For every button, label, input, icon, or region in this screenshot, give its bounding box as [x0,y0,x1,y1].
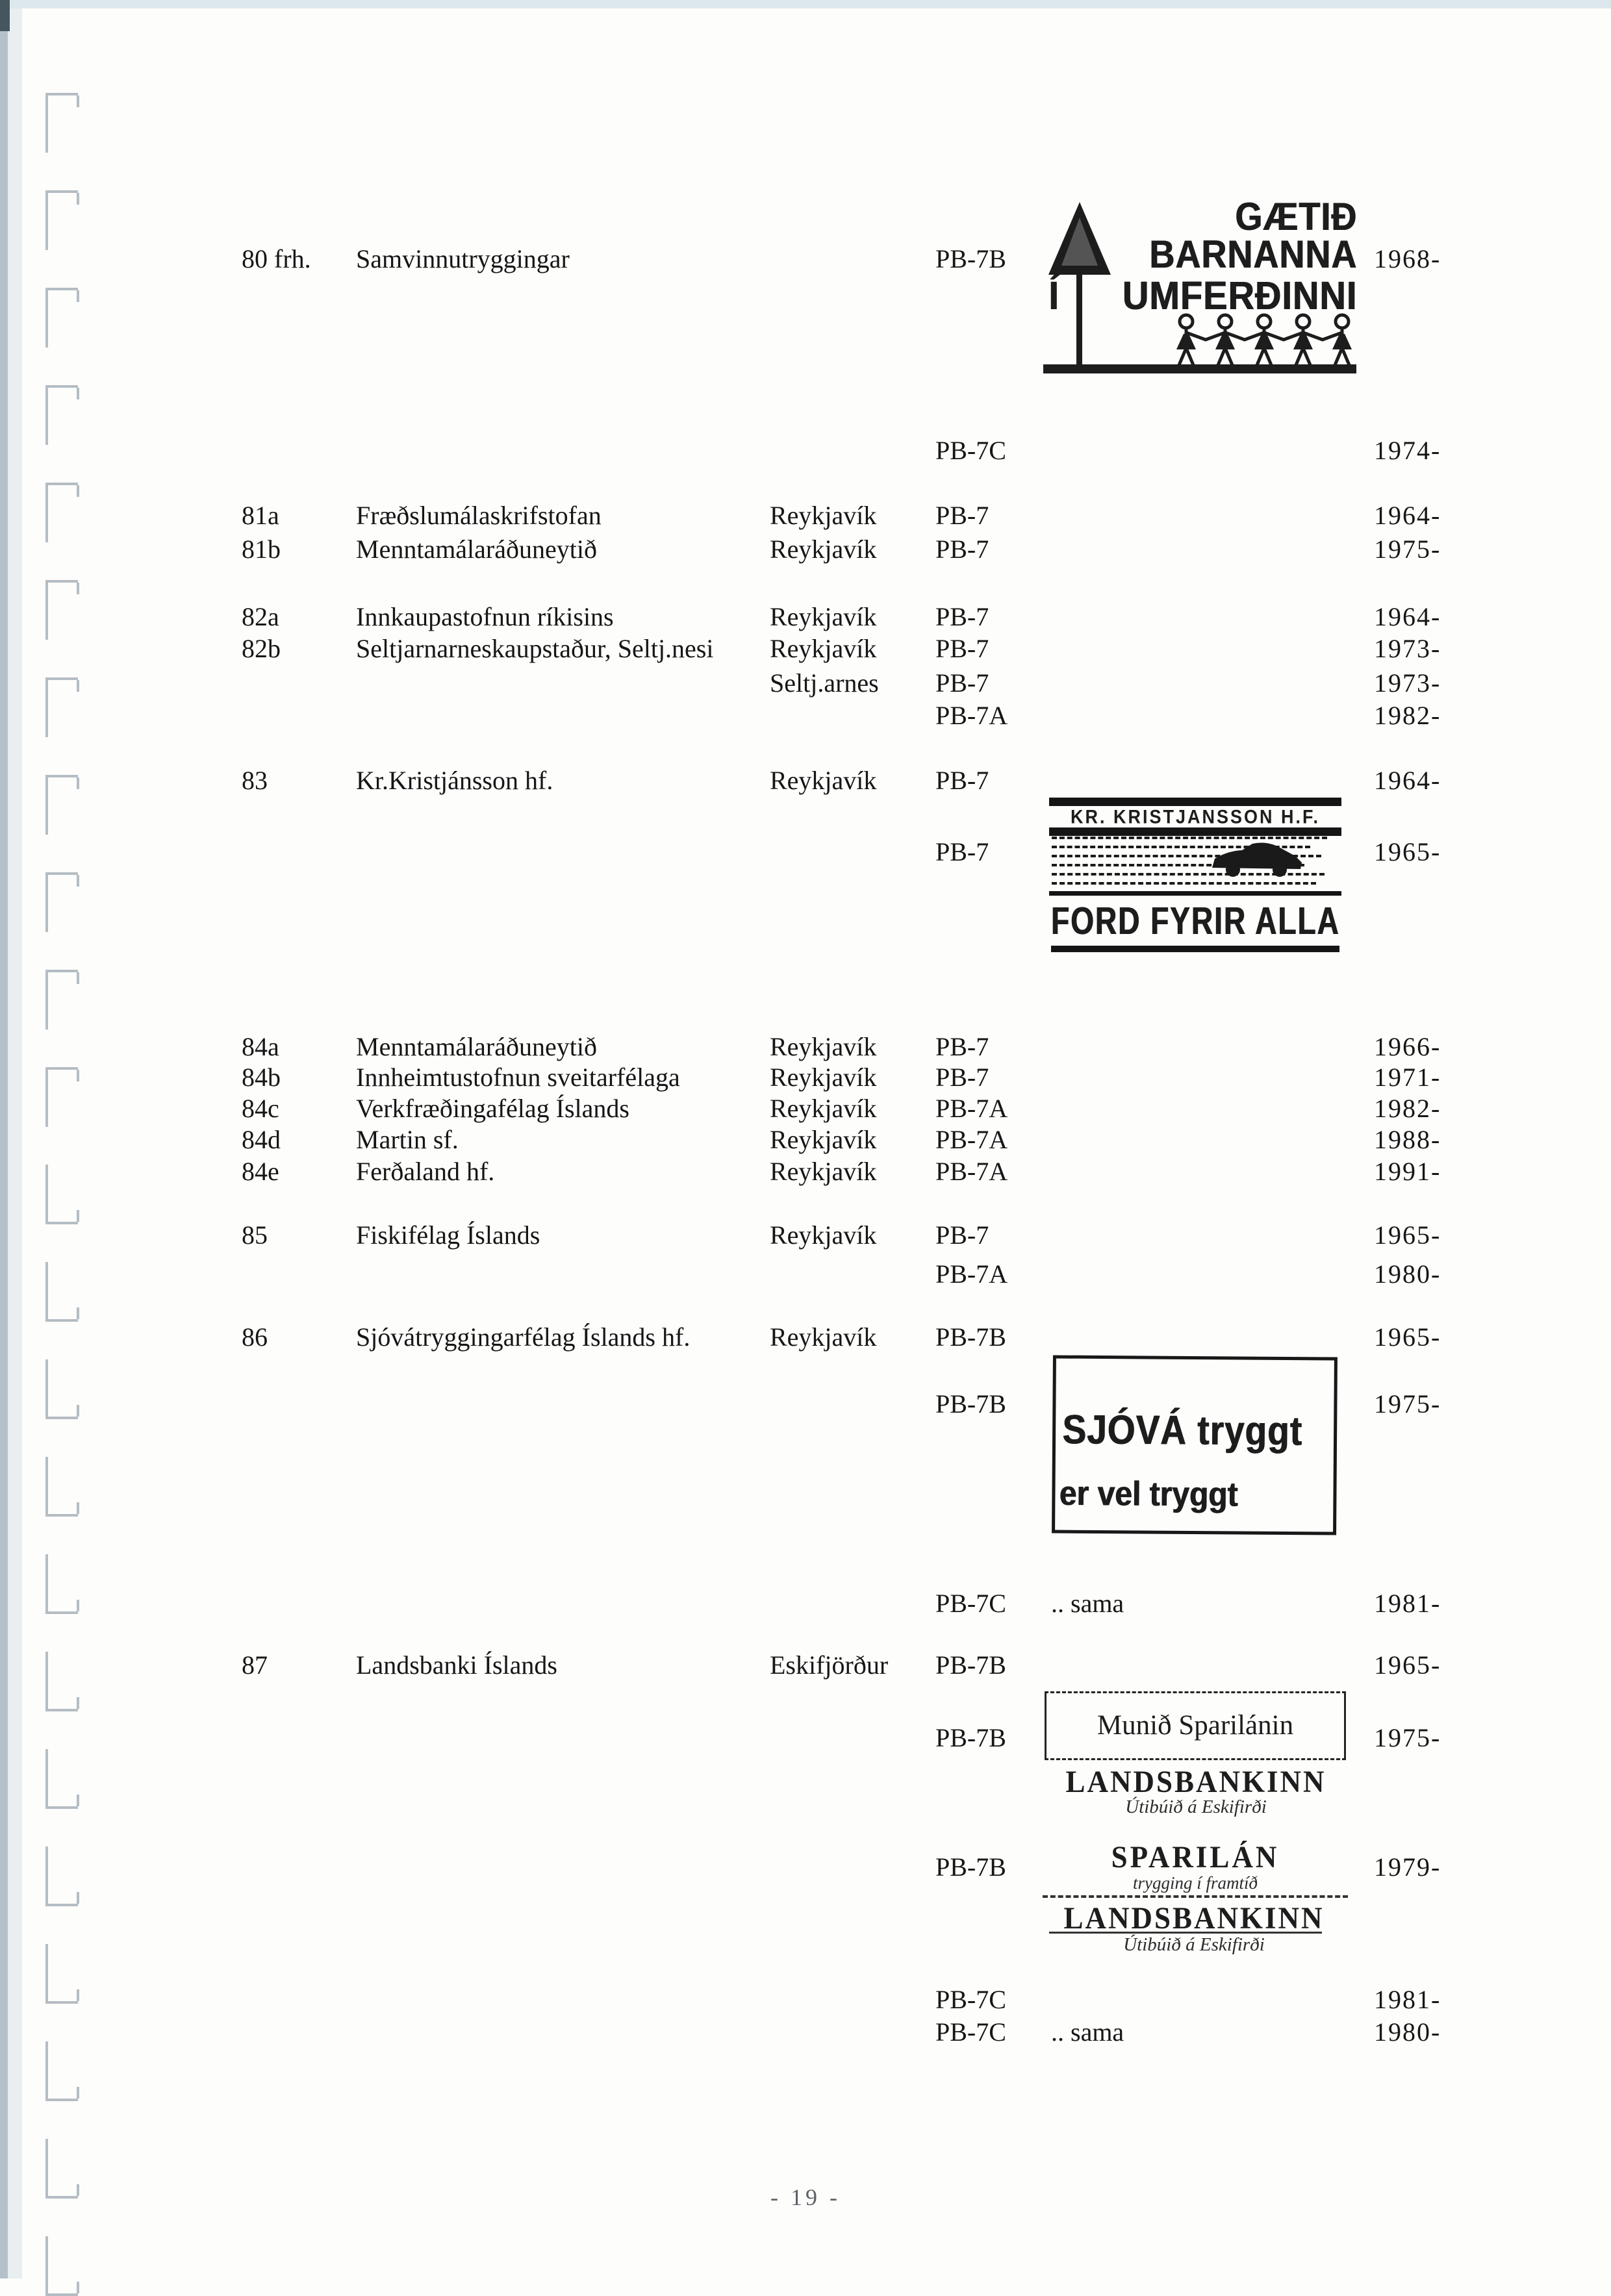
cell-year: 1991- [1374,1157,1441,1186]
cell-type: PB-7 [935,501,989,530]
stamp-text-line: BARNANNA [1149,233,1357,277]
page-number: - 19 - [770,2184,841,2210]
scan-edge-top [0,0,1611,8]
cell-type: PB-7A [935,701,1008,730]
cell-note: .. sama [1051,2017,1124,2047]
cell-name: Menntamálaráðuneytið [356,1032,597,1061]
cell-type: PB-7C [935,1589,1006,1618]
cell-year: 1975- [1374,535,1441,564]
traffic-safety-stamp [1039,192,1361,383]
cell-id: 87 [242,1650,268,1680]
stamp-branch-name: Útibúið á Eskifirði [1123,1934,1265,1955]
landsbankinn-sparilan-stamp [1045,1687,1347,1821]
stamp-bar [1049,891,1341,896]
stamp-rule [1049,1932,1322,1934]
table-row [0,1852,1611,1883]
cell-year: 1965- [1374,1650,1441,1680]
sjova-slogan-stamp [1052,1355,1338,1535]
cell-id: 84d [242,1125,281,1154]
table-row [0,1062,1611,1093]
cell-year: 1981- [1374,1985,1441,2014]
cell-year: 1966- [1374,1032,1441,1061]
cell-type: PB-7 [935,1220,989,1250]
stamp-text-line: er vel tryggt [1059,1474,1238,1514]
stamp-bank-name: LANDSBANKINN [1063,1901,1325,1936]
cell-name: Fiskifélag Íslands [356,1220,540,1250]
cell-name: Sjóvátryggingarfélag Íslands hf. [356,1322,691,1352]
cell-year: 1968- [1374,244,1441,273]
cell-year: 1965- [1374,837,1441,866]
cell-place: Reykjavík [770,1094,877,1123]
cell-type: PB-7B [935,1389,1006,1419]
cell-year: 1965- [1374,1322,1441,1352]
binder-hole-mark [45,2236,78,2296]
table-row [0,700,1611,731]
cell-place: Reykjavík [770,501,877,530]
cell-type: PB-7B [935,1852,1006,1882]
cell-id: 80 frh. [242,244,311,273]
cell-name: Martin sf. [356,1125,459,1154]
cell-place: Reykjavík [770,1125,877,1154]
binder-hole-mark [45,93,78,153]
cell-year: 1982- [1374,701,1441,730]
cell-name: Ferðaland hf. [356,1157,495,1186]
cell-year: 1964- [1374,766,1441,795]
stamp-text-line: SJÓVÁ tryggt [1061,1406,1302,1454]
cell-place: Reykjavík [770,1322,877,1352]
cell-year: 1980- [1374,2017,1441,2047]
cell-type: PB-7B [935,1723,1006,1752]
cell-id: 84c [242,1094,279,1123]
table-row [0,1722,1611,1754]
table-row [0,1588,1611,1619]
table-row [0,837,1611,868]
stamp-slogan: FORD FYRIR ALLA [1050,898,1340,942]
stamp-branch-name: Útibúið á Eskifirði [1125,1797,1267,1817]
cell-year: 1973- [1374,668,1441,698]
cell-type: PB-7A [935,1259,1008,1289]
cell-year: 1964- [1374,501,1441,530]
cell-type: PB-7B [935,244,1006,273]
binder-hole-mark [45,190,78,250]
cell-name: Landsbanki Íslands [356,1650,557,1680]
table-row [0,1389,1611,1420]
cell-place: Eskifjörður [770,1650,889,1680]
stamp-header: KR. KRISTJANSSON H.F. [1070,806,1321,828]
binder-hole-mark [45,970,78,1029]
table-row [0,435,1611,466]
cell-year: 1974- [1374,436,1441,465]
binder-hole-mark [45,1457,78,1517]
cell-year: 1973- [1374,634,1441,663]
cell-type: PB-7 [935,602,989,631]
cell-year: 1988- [1374,1125,1441,1154]
cell-place: Reykjavík [770,1032,877,1061]
cell-year: 1979- [1374,1852,1441,1882]
landsbankinn-sparilan-stamp-2 [1043,1839,1348,1956]
table-row [0,1156,1611,1187]
cell-type: PB-7C [935,436,1006,465]
table-row [0,1650,1611,1681]
cell-place: Reykjavík [770,535,877,564]
cell-type: PB-7 [935,634,989,663]
stamp-subtitle: trygging í framtíð [1132,1873,1258,1893]
cell-place: Seltj.arnes [770,668,879,698]
table-row [0,1124,1611,1155]
cell-type: PB-7B [935,1322,1006,1352]
cell-type: PB-7A [935,1157,1008,1186]
cell-type: PB-7 [935,1032,989,1061]
binder-hole-mark [45,872,78,932]
cell-name: Verkfræðingafélag Íslands [356,1094,629,1123]
car-icon [1208,840,1306,878]
cell-type: PB-7A [935,1125,1008,1154]
cell-place: Reykjavík [770,634,877,663]
cell-type: PB-7 [935,668,989,698]
cell-year: 1975- [1374,1389,1441,1419]
scan-corner-mark [0,0,10,31]
cell-type: PB-7C [935,1985,1006,2014]
cell-year: 1971- [1374,1063,1441,1092]
cell-place: Reykjavík [770,1220,877,1250]
stamp-dashed-rule [1043,1895,1348,1898]
cell-note: .. sama [1051,1589,1124,1618]
cell-name: Innheimtustofnun sveitarfélaga [356,1063,680,1092]
cell-id: 82a [242,602,279,631]
table-row [0,1259,1611,1290]
table-row [0,1984,1611,2015]
table-row [0,765,1611,796]
cell-place: Reykjavík [770,1063,877,1092]
cell-id: 86 [242,1322,268,1352]
cell-type: PB-7 [935,1063,989,1092]
cell-year: 1964- [1374,602,1441,631]
cell-id: 83 [242,766,268,795]
cell-type: PB-7B [935,1650,1006,1680]
cell-year: 1975- [1374,1723,1441,1752]
cell-type: PB-7A [935,1094,1008,1123]
cell-name: Innkaupastofnun ríkisins [356,602,614,631]
cell-type: PB-7 [935,766,989,795]
cell-name: Fræðslumálaskrifstofan [356,501,602,530]
cell-place: Reykjavík [770,602,877,631]
stamp-bank-name: LANDSBANKINN [1065,1765,1326,1799]
cell-id: 84e [242,1157,279,1186]
binder-hole-mark [45,1749,78,1809]
children-holding-hands-icon [1167,312,1358,367]
binder-hole-mark [45,2041,78,2101]
stamp-title: SPARILÁN [1111,1840,1280,1874]
cell-id: 82b [242,634,281,663]
table-row [0,534,1611,565]
cell-id: 81b [242,535,281,564]
cell-year: 1981- [1374,1589,1441,1618]
stamp-baseline [1043,364,1356,373]
table-row [0,601,1611,633]
cell-name: Menntamálaráðuneytið [356,535,597,564]
stamp-text-umferdinni: UMFERÐINNI [1122,273,1357,318]
cell-id: 84b [242,1063,281,1092]
cell-year: 1965- [1374,1220,1441,1250]
binder-hole-mark [45,2139,78,2199]
cell-year: 1980- [1374,1259,1441,1289]
ford-dealer-stamp [1049,798,1341,957]
cell-type: PB-7 [935,535,989,564]
cell-name: Seltjarnarneskaupstaður, Seltj.nesi [356,634,714,663]
stamp-text-line: GÆTIÐ [1235,195,1357,239]
table-row [0,244,1611,275]
table-row [0,1220,1611,1251]
table-row [0,1322,1611,1353]
cell-year: 1982- [1374,1094,1441,1123]
cell-type: PB-7C [935,2017,1006,2047]
table-row [0,1031,1611,1063]
cell-place: Reykjavík [770,1157,877,1186]
table-row [0,668,1611,699]
cell-id: 85 [242,1220,268,1250]
cell-name: Samvinnutryggingar [356,244,570,273]
table-row [0,500,1611,531]
stamp-text-line [1048,272,1357,319]
cell-id: 84a [242,1032,279,1061]
cell-id: 81a [242,501,279,530]
cell-place: Reykjavík [770,766,877,795]
stamp-text-i: Í [1048,273,1059,318]
table-row [0,1093,1611,1124]
stamp-underline [1051,946,1339,952]
stamp-box-text: Munið Sparilánin [1045,1691,1346,1760]
binder-hole-mark [45,288,78,347]
table-row [0,2017,1611,2048]
cell-type: PB-7 [935,837,989,866]
stamp-bar [1049,827,1341,836]
table-row [0,633,1611,664]
cell-name: Kr.Kristjánsson hf. [356,766,553,795]
